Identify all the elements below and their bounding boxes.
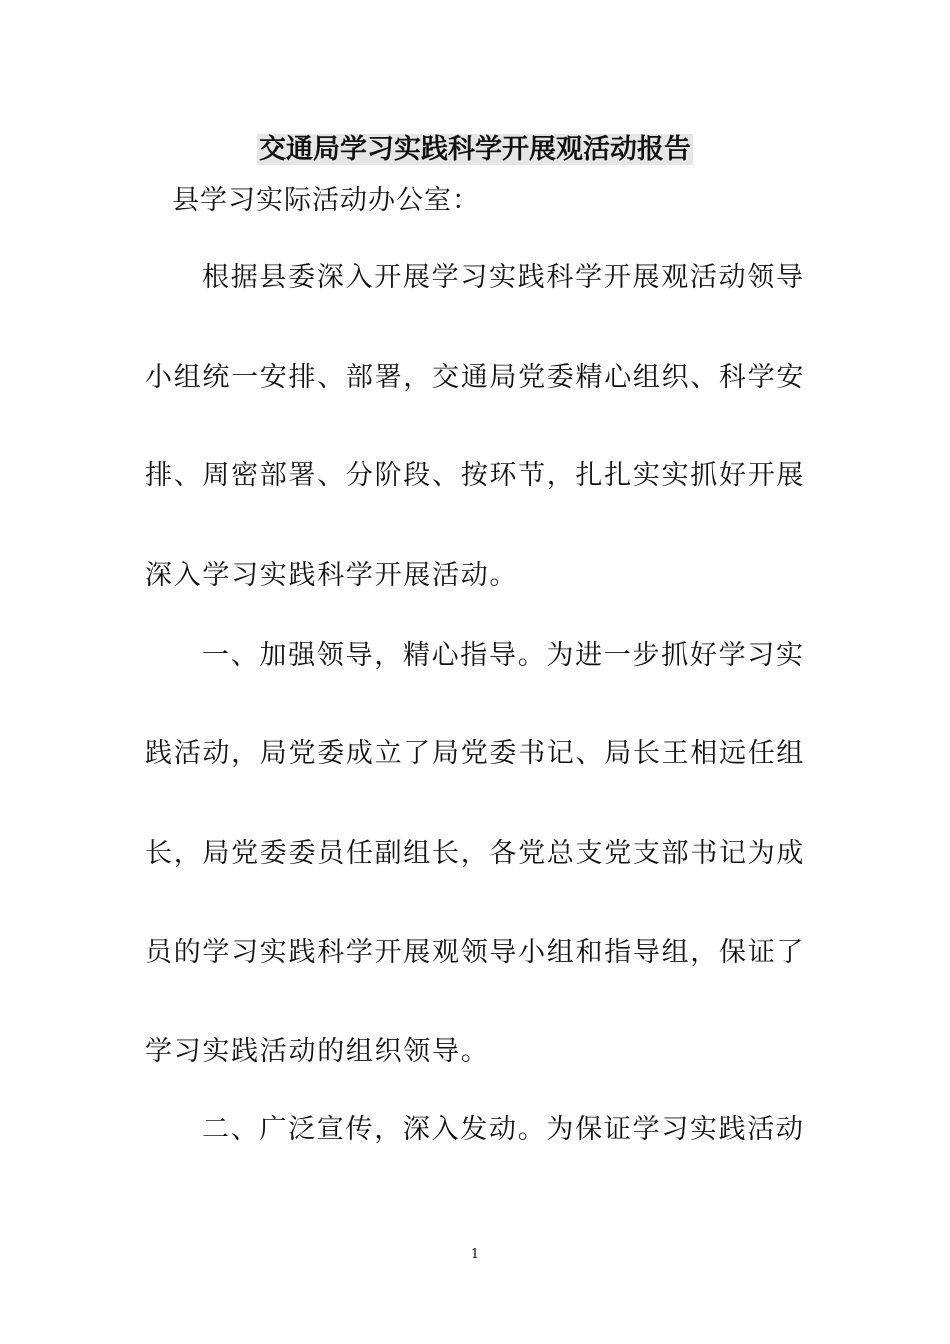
paragraph-line: 员的学习实践科学开展观领导小组和指导组，保证了 <box>145 937 806 968</box>
paragraph-line: 学习实践活动的组织领导。 <box>145 1036 490 1067</box>
paragraph-line: 一、加强领导，精心指导。为进一步抓好学习实 <box>202 640 805 671</box>
document-title-text: 交通局学习实践科学开展观活动报告 <box>259 134 691 165</box>
paragraph-line: 践活动，局党委成立了局党委书记、局长王相远任组 <box>145 738 806 769</box>
page-number: 1 <box>470 1247 480 1262</box>
document-title <box>0 130 950 170</box>
paragraph-line: 二、广泛宣传，深入发动。为保证学习实践活动 <box>202 1114 805 1145</box>
paragraph-line: 根据县委深入开展学习实践科学开展观活动领导 <box>202 262 805 293</box>
salutation: 县学习实际活动办公室： <box>172 185 480 216</box>
paragraph-line: 深入学习实践科学开展活动。 <box>145 560 519 591</box>
paragraph-line: 排、周密部署、分阶段、按环节，扎扎实实抓好开展 <box>145 460 806 491</box>
paragraph-line: 长，局党委委员任副组长，各党总支党支部书记为成 <box>145 838 806 869</box>
paragraph-line: 小组统一安排、部署，交通局党委精心组织、科学安 <box>145 362 806 393</box>
